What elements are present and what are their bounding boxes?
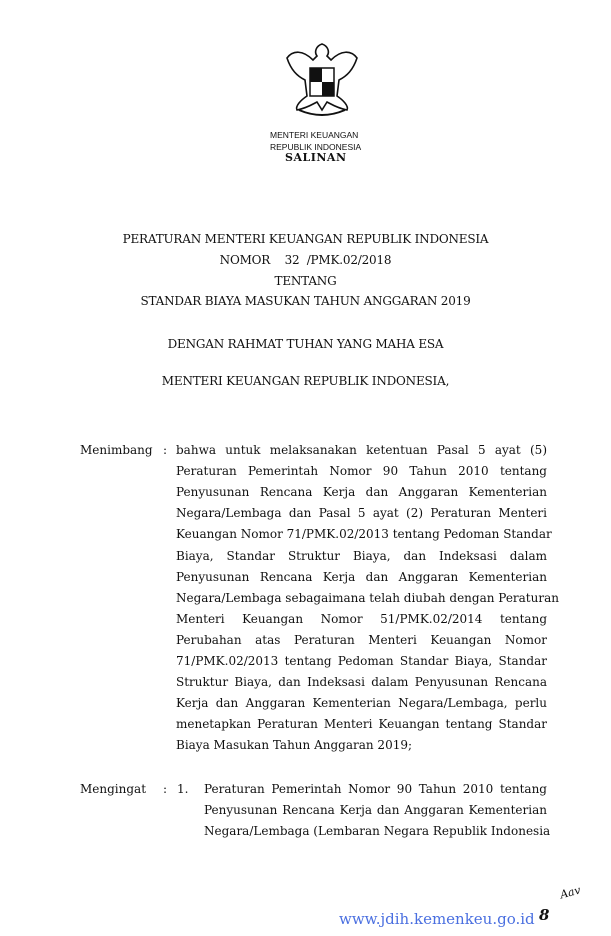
text-line: Negara/Lembaga (Lembaran Negara Republik Indonesia bbox=[204, 824, 551, 839]
tentang-heading: TENTANG bbox=[274, 274, 337, 288]
menimbang-label: Menimbang bbox=[80, 443, 153, 457]
text-line: Biaya, Standar Struktur Biaya, dan Indeksasi dalam bbox=[176, 548, 547, 563]
nomor-label: NOMOR bbox=[219, 253, 271, 267]
text-line: Keuangan Nomor 71/PMK.02/2013 tentang Pedoman Standar bbox=[176, 527, 552, 542]
institution-line1: MENTERI KEUANGAN bbox=[270, 130, 359, 140]
text-line: Negara/Lembaga sebagaimana telah diubah dengan Peraturan bbox=[176, 590, 559, 605]
mengingat-item-number: 1. bbox=[177, 782, 189, 796]
garuda-emblem-icon bbox=[283, 40, 361, 118]
text-line: Negara/Lembaga dan Pasal 5 ayat (2) Peraturan Menteri bbox=[176, 506, 547, 521]
text-line: Peraturan Pemerintah Nomor 90 Tahun 2010 tentang bbox=[204, 782, 547, 796]
text-line: Penyusunan Rencana Kerja dan Anggaran Kementerian bbox=[176, 569, 547, 584]
issuer: MENTERI KEUANGAN REPUBLIK INDONESIA, bbox=[161, 374, 450, 388]
salinan-stamp: SALINAN bbox=[285, 151, 347, 164]
text-line: Penyusunan Rencana Kerja dan Anggaran Kementerian bbox=[176, 485, 547, 500]
regulation-subject: STANDAR BIAYA MASUKAN TAHUN ANGGARAN 2019 bbox=[140, 294, 471, 308]
text-line: Biaya Masukan Tahun Anggaran 2019; bbox=[176, 738, 413, 753]
text-line: Menteri Keuangan Nomor 51/PMK.02/2014 tentang bbox=[176, 611, 547, 626]
nomor-suffix: /PMK.02/2018 bbox=[306, 253, 392, 267]
institution-line2: REPUBLIK INDONESIA bbox=[270, 142, 362, 152]
mengingat-colon: : bbox=[163, 782, 168, 796]
text-line: Struktur Biaya, dan Indeksasi dalam Penyusunan Rencana bbox=[176, 675, 547, 690]
text-line: Perubahan atas Peraturan Menteri Keuangan Nomor bbox=[176, 632, 547, 647]
nomor-value: 32 bbox=[284, 253, 300, 267]
regulation-number bbox=[0, 253, 611, 267]
text-line: Penyusunan Rencana Kerja dan Anggaran Kementerian bbox=[204, 803, 547, 818]
jdih-url-link[interactable]: www.jdih.kemenkeu.go.id bbox=[339, 910, 535, 928]
mengingat-label: Mengingat bbox=[80, 782, 147, 796]
text-line: Peraturan Pemerintah Nomor 90 Tahun 2010 tentang bbox=[176, 464, 547, 479]
text-line: menetapkan Peraturan Menteri Keuangan tentang Standar bbox=[176, 717, 547, 732]
invocation: DENGAN RAHMAT TUHAN YANG MAHA ESA bbox=[167, 337, 444, 351]
text-line: 71/PMK.02/2013 tentang Pedoman Standar Biaya, Standar bbox=[176, 654, 547, 668]
text-line: bahwa untuk melaksanakan ketentuan Pasal 5 ayat (5) bbox=[176, 443, 547, 457]
handwritten-initials: Aav bbox=[558, 883, 583, 902]
menimbang-colon: : bbox=[163, 443, 168, 457]
page-mark: 8 bbox=[539, 906, 550, 924]
text-line: Kerja dan Anggaran Kementerian Negara/Lembaga, perlu bbox=[176, 696, 547, 711]
regulation-title: PERATURAN MENTERI KEUANGAN REPUBLIK INDONESIA bbox=[122, 232, 489, 246]
